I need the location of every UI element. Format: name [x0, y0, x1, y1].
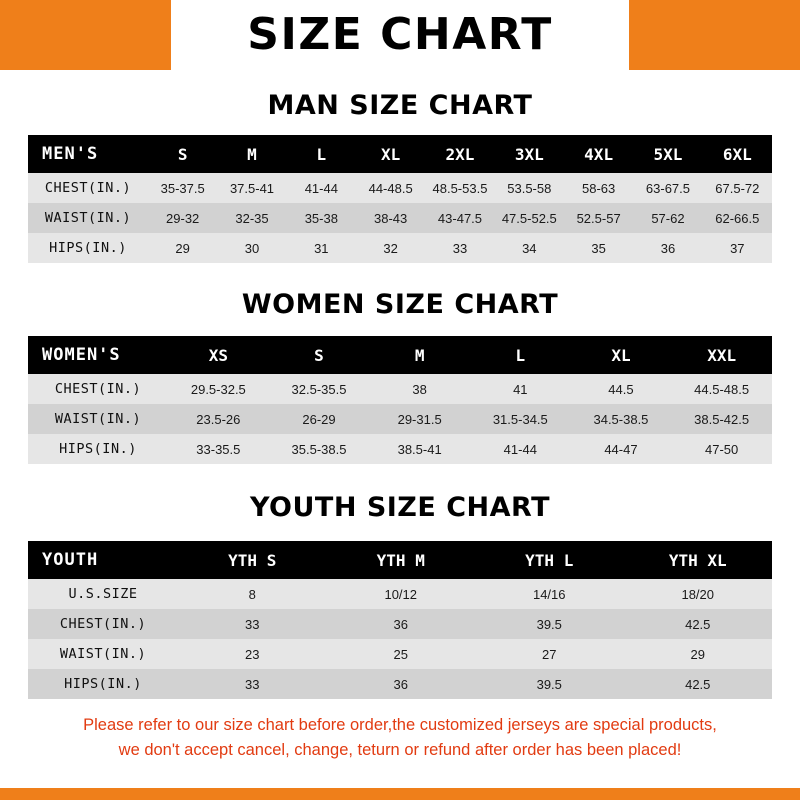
- youth-header-ythxl: YTH XL: [624, 541, 773, 579]
- row-label: CHEST(IN.): [28, 609, 178, 639]
- cell: 62-66.5: [703, 203, 772, 233]
- cell: 33: [178, 609, 327, 639]
- cell: 57-62: [633, 203, 702, 233]
- man-header-6xl: 6XL: [703, 135, 772, 173]
- cell: 58-63: [564, 173, 633, 203]
- man-header-s: S: [148, 135, 217, 173]
- cell: 18/20: [624, 579, 773, 609]
- man-header-4xl: 4XL: [564, 135, 633, 173]
- cell: 37.5-41: [217, 173, 286, 203]
- table-row: [28, 434, 772, 464]
- women-header-xxl: XXL: [671, 336, 772, 374]
- man-header-3xl: 3XL: [495, 135, 564, 173]
- women-header-m: M: [369, 336, 470, 374]
- cell: 41-44: [470, 434, 571, 464]
- cell: 47-50: [671, 434, 772, 464]
- row-label: WAIST(IN.): [28, 203, 148, 233]
- cell: 29: [624, 639, 773, 669]
- cell: 67.5-72: [703, 173, 772, 203]
- table-row: [28, 374, 772, 404]
- women-header-xs: XS: [168, 336, 269, 374]
- cell: 32-35: [217, 203, 286, 233]
- cell: 32: [356, 233, 425, 263]
- man-section-title: MAN SIZE CHART: [267, 90, 533, 121]
- cell: 14/16: [475, 579, 624, 609]
- cell: 38: [369, 374, 470, 404]
- cell: 37: [703, 233, 772, 263]
- women-size-table: [28, 336, 772, 464]
- table-row: [28, 404, 772, 434]
- cell: 38.5-41: [369, 434, 470, 464]
- bottom-accent-bar: [0, 788, 800, 800]
- cell: 47.5-52.5: [495, 203, 564, 233]
- cell: 30: [217, 233, 286, 263]
- table-header-row: [28, 336, 772, 374]
- cell: 23: [178, 639, 327, 669]
- women-section-title: WOMEN SIZE CHART: [241, 289, 559, 320]
- man-header-xl: XL: [356, 135, 425, 173]
- women-header-xl: XL: [571, 336, 672, 374]
- cell: 10/12: [327, 579, 476, 609]
- cell: 29.5-32.5: [168, 374, 269, 404]
- cell: 63-67.5: [633, 173, 702, 203]
- cell: 23.5-26: [168, 404, 269, 434]
- cell: 29: [148, 233, 217, 263]
- cell: 52.5-57: [564, 203, 633, 233]
- cell: 36: [327, 669, 476, 699]
- cell: 38-43: [356, 203, 425, 233]
- row-label: HIPS(IN.): [28, 434, 168, 464]
- youth-size-table: [28, 541, 772, 699]
- header-banner: [0, 0, 800, 70]
- cell: 42.5: [624, 669, 773, 699]
- man-header-5xl: 5XL: [633, 135, 702, 173]
- cell: 36: [327, 609, 476, 639]
- table-header-row: [28, 135, 772, 173]
- row-label: WAIST(IN.): [28, 639, 178, 669]
- row-label: HIPS(IN.): [28, 669, 178, 699]
- cell: 43-47.5: [425, 203, 494, 233]
- table-row: [28, 609, 772, 639]
- youth-header-ythl: YTH L: [475, 541, 624, 579]
- row-label: WAIST(IN.): [28, 404, 168, 434]
- cell: 33: [425, 233, 494, 263]
- cell: 31.5-34.5: [470, 404, 571, 434]
- man-header-m: M: [217, 135, 286, 173]
- cell: 26-29: [269, 404, 370, 434]
- cell: 38.5-42.5: [671, 404, 772, 434]
- cell: 39.5: [475, 609, 624, 639]
- table-row: [28, 639, 772, 669]
- row-label: CHEST(IN.): [28, 173, 148, 203]
- table-row: [28, 579, 772, 609]
- table-header-row: [28, 541, 772, 579]
- table-row: [28, 203, 772, 233]
- cell: 39.5: [475, 669, 624, 699]
- man-size-table: [28, 135, 772, 263]
- youth-section-title: YOUTH SIZE CHART: [249, 492, 551, 523]
- cell: 42.5: [624, 609, 773, 639]
- cell: 35-38: [287, 203, 356, 233]
- cell: 32.5-35.5: [269, 374, 370, 404]
- cell: 35: [564, 233, 633, 263]
- cell: 41: [470, 374, 571, 404]
- youth-header-yths: YTH S: [178, 541, 327, 579]
- cell: 34.5-38.5: [571, 404, 672, 434]
- cell: 8: [178, 579, 327, 609]
- cell: 36: [633, 233, 702, 263]
- man-header-label: MEN'S: [28, 135, 148, 173]
- cell: 44.5: [571, 374, 672, 404]
- cell: 31: [287, 233, 356, 263]
- table-row: [28, 173, 772, 203]
- cell: 44-48.5: [356, 173, 425, 203]
- man-header-2xl: 2XL: [425, 135, 494, 173]
- youth-header-label: YOUTH: [28, 541, 178, 579]
- footer-note: [20, 713, 780, 763]
- cell: 27: [475, 639, 624, 669]
- footer-note-line-1: Please refer to our size chart before order,the customized jerseys are special products,: [83, 716, 717, 734]
- cell: 44.5-48.5: [671, 374, 772, 404]
- table-row: [28, 233, 772, 263]
- footer-note-line-2: we don't accept cancel, change, teturn or refund after order has been placed!: [118, 740, 682, 759]
- youth-header-ythm: YTH M: [327, 541, 476, 579]
- cell: 29-32: [148, 203, 217, 233]
- cell: 41-44: [287, 173, 356, 203]
- cell: 33: [178, 669, 327, 699]
- women-header-s: S: [269, 336, 370, 374]
- women-header-label: WOMEN'S: [28, 336, 168, 374]
- row-label: U.S.SIZE: [28, 579, 178, 609]
- table-row: [28, 669, 772, 699]
- cell: 44-47: [571, 434, 672, 464]
- cell: 35.5-38.5: [269, 434, 370, 464]
- cell: 34: [495, 233, 564, 263]
- women-header-l: L: [470, 336, 571, 374]
- cell: 53.5-58: [495, 173, 564, 203]
- row-label: HIPS(IN.): [28, 233, 148, 263]
- page-title: SIZE CHART: [247, 9, 553, 60]
- cell: 29-31.5: [369, 404, 470, 434]
- cell: 33-35.5: [168, 434, 269, 464]
- man-header-l: L: [287, 135, 356, 173]
- cell: 35-37.5: [148, 173, 217, 203]
- cell: 25: [327, 639, 476, 669]
- cell: 48.5-53.5: [425, 173, 494, 203]
- row-label: CHEST(IN.): [28, 374, 168, 404]
